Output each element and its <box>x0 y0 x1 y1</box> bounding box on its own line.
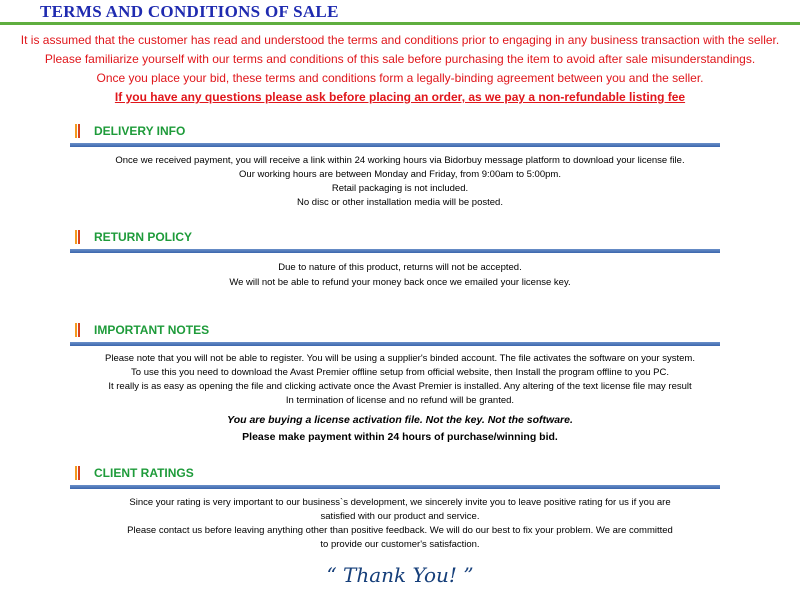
body-line: To use this you need to download the Avast Premier offline setup from official website, then Install the program offline to you PC. <box>131 367 669 378</box>
section-divider <box>70 249 720 253</box>
section-bullet-icon <box>75 323 81 337</box>
body-line: Retail packaging is not included. <box>331 183 469 194</box>
body-line: Our working hours are between Monday and Friday, from 9:00am to 5:00pm. <box>239 169 561 180</box>
body-line: No disc or other installation media will be posted. <box>297 197 503 208</box>
section-heading-ratings <box>75 465 194 481</box>
intro-block <box>0 31 800 107</box>
section-divider <box>70 143 720 147</box>
intro-warning: If you have any questions please ask before placing an order, as we pay a non-refundable listing fee <box>114 90 686 104</box>
section-divider <box>70 485 720 489</box>
intro-line: Please familiarize yourself with our terms and conditions of this sale before purchasing the item to avoid after sale misunderstandings. <box>44 52 756 66</box>
body-line: to provide our customer's satisfaction. <box>320 539 480 550</box>
license-notice: You are buying a license activation file. Not the key. Not the software. <box>227 414 573 426</box>
section-heading-label: RETURN POLICY <box>94 230 193 244</box>
intro-line: Once you place your bid, these terms and conditions form a legally-binding agreement between you and the seller. <box>96 71 704 85</box>
thank-you-signature: “ Thank You! ” <box>326 563 474 587</box>
page-title: TERMS AND CONDITIONS OF SALE <box>40 2 339 21</box>
body-line: Please contact us before leaving anything other than positive feedback. We will do our best to fix your problem. We are committed <box>127 525 673 536</box>
title-divider <box>0 22 800 25</box>
section-heading-returns <box>75 229 192 245</box>
notes-body <box>0 352 800 446</box>
body-line: We will not be able to refund your money back once we emailed your license key. <box>229 277 571 288</box>
body-line: In termination of license and no refund will be granted. <box>285 395 515 406</box>
section-heading-notes <box>75 322 209 338</box>
body-line: Due to nature of this product, returns will not be accepted. <box>278 262 522 273</box>
section-heading-label: CLIENT RATINGS <box>94 466 194 480</box>
section-bullet-icon <box>75 124 81 138</box>
intro-line: It is assumed that the customer has read and understood the terms and conditions prior to engaging in any business transaction with the seller. <box>20 33 780 47</box>
section-divider <box>70 342 720 346</box>
body-line: Please note that you will not be able to register. You will be using a supplier's binded account. The file activates the software on your system. <box>105 353 695 364</box>
section-heading-label: IMPORTANT NOTES <box>94 323 210 337</box>
returns-body <box>0 260 800 290</box>
payment-notice: Please make payment within 24 hours of purchase/winning bid. <box>242 431 558 443</box>
section-heading-delivery <box>75 123 185 139</box>
section-heading-label: DELIVERY INFO <box>94 124 186 138</box>
body-line: satisfied with our product and service. <box>320 511 480 522</box>
delivery-body <box>0 154 800 210</box>
section-bullet-icon <box>75 230 81 244</box>
body-line: Once we received payment, you will receive a link within 24 working hours via Bidorbuy message platform to download your license file. <box>115 155 685 166</box>
ratings-body <box>0 496 800 552</box>
section-bullet-icon <box>75 466 81 480</box>
body-line: It really is as easy as opening the file and clicking activate once the Avast Premier is installed. Any altering of the text license file may result <box>108 381 692 392</box>
body-line: Since your rating is very important to our business`s development, we sincerely invite you to leave positive rating for us if you are <box>129 497 671 508</box>
